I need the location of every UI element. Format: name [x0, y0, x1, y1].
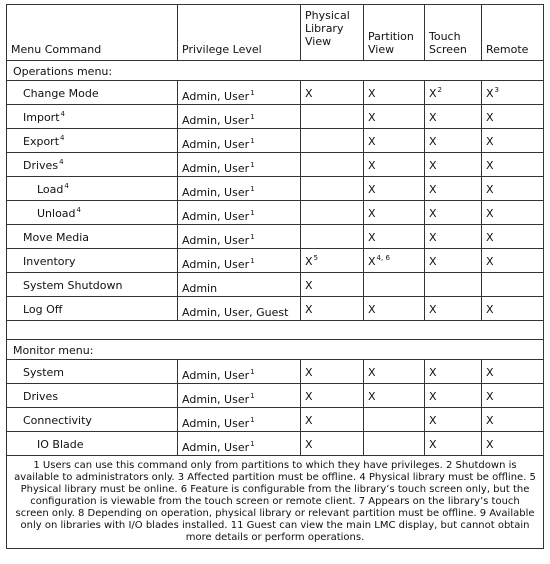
- privilege-level-cell: [178, 249, 301, 273]
- partition-view-cell: [364, 297, 425, 321]
- remote-cell-value: X: [486, 231, 494, 244]
- header-touch-line-1: Touch: [429, 30, 461, 43]
- menu-command-cell-value: Drives: [23, 390, 59, 403]
- privilege-level-cell-footnote-ref: 1: [250, 440, 255, 448]
- menu-command-cell-value: Inventory: [23, 255, 76, 268]
- remote-cell: [482, 408, 544, 432]
- header-physical-line-3: View: [305, 35, 332, 48]
- physical-library-view-cell: [301, 273, 364, 297]
- table-row: [7, 432, 544, 456]
- physical-library-view-cell: [301, 201, 364, 225]
- table-row: [7, 153, 544, 177]
- partition-view-cell-value: X: [368, 303, 376, 316]
- physical-library-view-cell: [301, 153, 364, 177]
- footnote-row: [7, 456, 544, 549]
- touch-screen-cell-value: X: [429, 111, 437, 124]
- remote-cell-value: X: [486, 183, 494, 196]
- touch-screen-cell-value: X: [429, 414, 437, 427]
- section-row-operations: [7, 61, 544, 81]
- privilege-level-cell-value: Admin, User: [182, 441, 250, 454]
- partition-view-cell: [364, 273, 425, 297]
- partition-view-cell: [364, 81, 425, 105]
- privilege-level-cell: [178, 201, 301, 225]
- touch-screen-cell-value: X: [429, 207, 437, 220]
- table-row: [7, 201, 544, 225]
- menu-command-cell-value: Change Mode: [23, 87, 99, 100]
- header-touch-line-2: Screen: [429, 43, 467, 56]
- remote-cell-value: X: [486, 390, 494, 403]
- privilege-level-cell-value: Admin, User: [182, 162, 250, 175]
- menu-command-cell: [7, 105, 178, 129]
- physical-library-view-cell: [301, 297, 364, 321]
- partition-view-cell-value: X: [368, 255, 376, 268]
- touch-screen-cell-value: X: [429, 87, 437, 100]
- table-row: [7, 360, 544, 384]
- touch-screen-cell: [425, 408, 482, 432]
- physical-library-view-cell-value: X: [305, 303, 313, 316]
- physical-library-view-cell-footnote-ref: 5: [313, 254, 319, 262]
- menu-command-cell: [7, 249, 178, 273]
- remote-cell: [482, 177, 544, 201]
- physical-library-view-cell-value: X: [305, 279, 313, 292]
- partition-view-cell: [364, 177, 425, 201]
- menu-command-cell: [7, 432, 178, 456]
- menu-command-cell-value: System: [23, 366, 65, 379]
- privilege-level-cell: [178, 297, 301, 321]
- menu-command-cell: [7, 408, 178, 432]
- physical-library-view-cell-value: X: [305, 255, 313, 268]
- header-privilege-level: Privilege Level: [178, 5, 301, 61]
- touch-screen-cell: [425, 201, 482, 225]
- touch-screen-cell: [425, 225, 482, 249]
- section-label-monitor: Monitor menu:: [7, 340, 544, 360]
- menu-command-cell: [7, 273, 178, 297]
- privilege-level-cell-footnote-ref: 1: [250, 209, 255, 217]
- physical-library-view-cell-value: X: [305, 438, 313, 451]
- touch-screen-cell: [425, 273, 482, 297]
- partition-view-cell-value: X: [368, 87, 376, 100]
- menu-command-cell-value: Drives: [23, 159, 59, 172]
- menu-command-cell-footnote-ref: 4: [60, 134, 65, 142]
- partition-view-cell-value: X: [368, 159, 376, 172]
- remote-cell: [482, 432, 544, 456]
- privilege-level-cell-value: Admin, User: [182, 210, 250, 223]
- menu-command-cell-footnote-ref: 4: [64, 182, 69, 190]
- touch-screen-cell: [425, 432, 482, 456]
- menu-command-cell-value: Unload: [37, 207, 76, 220]
- remote-cell-value: X: [486, 366, 494, 379]
- header-partition-view: [364, 5, 425, 61]
- partition-view-cell-value: X: [368, 231, 376, 244]
- privilege-level-cell-value: Admin, User: [182, 369, 250, 382]
- remote-cell: [482, 360, 544, 384]
- remote-cell: [482, 249, 544, 273]
- menu-command-cell: [7, 153, 178, 177]
- privilege-level-cell-value: Admin: [182, 282, 218, 295]
- privilege-level-cell-footnote-ref: 1: [250, 416, 255, 424]
- partition-view-cell-value: X: [368, 390, 376, 403]
- touch-screen-cell-value: X: [429, 438, 437, 451]
- physical-library-view-cell-value: X: [305, 390, 313, 403]
- privilege-level-cell: [178, 177, 301, 201]
- privilege-level-cell-value: Admin, User: [182, 138, 250, 151]
- table-row: [7, 297, 544, 321]
- privilege-level-cell: [178, 432, 301, 456]
- privilege-level-cell: [178, 408, 301, 432]
- physical-library-view-cell: [301, 81, 364, 105]
- privilege-level-cell: [178, 384, 301, 408]
- partition-view-cell: [364, 249, 425, 273]
- header-physical-line-1: Physical: [305, 9, 350, 22]
- touch-screen-cell: [425, 81, 482, 105]
- touch-screen-cell-footnote-ref: 2: [437, 86, 443, 94]
- remote-cell: [482, 81, 544, 105]
- touch-screen-cell-value: X: [429, 231, 437, 244]
- privilege-level-cell-value: Admin, User: [182, 234, 250, 247]
- remote-cell-footnote-ref: 3: [494, 86, 500, 94]
- table-row: [7, 225, 544, 249]
- privilege-level-cell-value: Admin, User: [182, 417, 250, 430]
- privilege-level-cell-footnote-ref: 1: [250, 161, 255, 169]
- remote-cell-value: X: [486, 303, 494, 316]
- touch-screen-cell: [425, 297, 482, 321]
- menu-command-cell: [7, 297, 178, 321]
- section-row-monitor: [7, 340, 544, 360]
- table-row: [7, 408, 544, 432]
- partition-view-cell: [364, 432, 425, 456]
- partition-view-cell-value: X: [368, 111, 376, 124]
- physical-library-view-cell: [301, 432, 364, 456]
- partition-view-cell-value: X: [368, 183, 376, 196]
- remote-cell: [482, 273, 544, 297]
- partition-view-cell: [364, 105, 425, 129]
- remote-cell: [482, 225, 544, 249]
- partition-view-cell-footnote-ref: 4, 6: [376, 254, 390, 262]
- menu-command-cell-value: System Shutdown: [23, 279, 123, 292]
- partition-view-cell-value: X: [368, 366, 376, 379]
- remote-cell: [482, 384, 544, 408]
- table-row: [7, 177, 544, 201]
- privilege-level-cell-value: Admin, User, Guest: [182, 306, 289, 319]
- privilege-level-cell-footnote-ref: 1: [250, 185, 255, 193]
- remote-cell: [482, 129, 544, 153]
- menu-command-cell: [7, 81, 178, 105]
- header-touch-screen: [425, 5, 482, 61]
- partition-view-cell: [364, 384, 425, 408]
- partition-view-cell: [364, 129, 425, 153]
- menu-command-cell-footnote-ref: 4: [76, 206, 82, 214]
- privilege-level-cell: [178, 225, 301, 249]
- physical-library-view-cell-value: X: [305, 414, 313, 427]
- touch-screen-cell-value: X: [429, 255, 437, 268]
- touch-screen-cell-value: X: [429, 135, 437, 148]
- partition-view-cell: [364, 360, 425, 384]
- header-physical-line-2: Library: [305, 22, 344, 35]
- physical-library-view-cell: [301, 384, 364, 408]
- remote-cell-value: X: [486, 438, 494, 451]
- physical-library-view-cell: [301, 177, 364, 201]
- menu-command-cell-value: Connectivity: [23, 414, 92, 427]
- touch-screen-cell: [425, 177, 482, 201]
- menu-command-cell: [7, 129, 178, 153]
- privilege-level-cell-value: Admin, User: [182, 393, 250, 406]
- header-partition-line-1: Partition: [368, 30, 414, 43]
- physical-library-view-cell: [301, 129, 364, 153]
- footnote-text: 1 Users can use this command only from partitions to which they have privileges. 2 Shutdown is available to administrators only. 3 Affected partition must be offline. 4 Physical library must be offline. 5 Physical library must be online. 6 Feature is configurable from the library’s touch screen only, but the configuration is viewable from the touch screen or remote client. 7 Appears on the library’s touch screen only. 8 Depending on operation, physical library or relevant partition must be offline. 9 Available only on libraries with I/O blades installed. 11 Guest can view the main LMC display, but cannot obtain more details or perform operations.: [7, 456, 544, 549]
- privilege-level-cell-value: Admin, User: [182, 114, 250, 127]
- privilege-level-cell-value: Admin, User: [182, 90, 250, 103]
- menu-privilege-table: [6, 4, 544, 549]
- touch-screen-cell: [425, 384, 482, 408]
- partition-view-cell: [364, 408, 425, 432]
- menu-command-cell: [7, 225, 178, 249]
- remote-cell-value: X: [486, 414, 494, 427]
- privilege-level-cell-footnote-ref: 1: [250, 392, 255, 400]
- header-menu-command: Menu Command: [7, 5, 178, 61]
- menu-command-cell: [7, 201, 178, 225]
- table-row: [7, 249, 544, 273]
- table-row: [7, 105, 544, 129]
- privilege-level-cell: [178, 105, 301, 129]
- touch-screen-cell-value: X: [429, 159, 437, 172]
- menu-command-cell-footnote-ref: 4: [59, 158, 64, 166]
- physical-library-view-cell: [301, 249, 364, 273]
- privilege-level-cell-footnote-ref: 1: [250, 368, 255, 376]
- touch-screen-cell-value: X: [429, 366, 437, 379]
- section-label-operations: Operations menu:: [7, 61, 544, 81]
- remote-cell-value: X: [486, 207, 494, 220]
- touch-screen-cell: [425, 360, 482, 384]
- physical-library-view-cell: [301, 360, 364, 384]
- header-remote: Remote: [482, 5, 544, 61]
- remote-cell-value: X: [486, 159, 494, 172]
- menu-command-cell: [7, 177, 178, 201]
- remote-cell-value: X: [486, 135, 494, 148]
- physical-library-view-cell: [301, 225, 364, 249]
- menu-command-cell-value: Export: [23, 135, 60, 148]
- privilege-level-cell: [178, 360, 301, 384]
- touch-screen-cell-value: X: [429, 183, 437, 196]
- header-row: [7, 5, 544, 61]
- privilege-level-cell: [178, 129, 301, 153]
- touch-screen-cell: [425, 249, 482, 273]
- menu-command-cell-value: Import: [23, 111, 60, 124]
- remote-cell-value: X: [486, 255, 494, 268]
- partition-view-cell: [364, 201, 425, 225]
- touch-screen-cell: [425, 129, 482, 153]
- touch-screen-cell: [425, 105, 482, 129]
- physical-library-view-cell: [301, 105, 364, 129]
- physical-library-view-cell: [301, 408, 364, 432]
- touch-screen-cell-value: X: [429, 390, 437, 403]
- partition-view-cell-value: X: [368, 135, 376, 148]
- table-row: [7, 129, 544, 153]
- partition-view-cell: [364, 153, 425, 177]
- physical-library-view-cell-value: X: [305, 87, 313, 100]
- menu-command-cell-value: IO Blade: [37, 438, 84, 451]
- touch-screen-cell: [425, 153, 482, 177]
- table-row: [7, 273, 544, 297]
- touch-screen-cell-value: X: [429, 303, 437, 316]
- partition-view-cell-value: X: [368, 207, 376, 220]
- remote-cell-value: X: [486, 111, 494, 124]
- menu-command-cell: [7, 384, 178, 408]
- menu-command-cell: [7, 360, 178, 384]
- remote-cell: [482, 105, 544, 129]
- physical-library-view-cell-value: X: [305, 366, 313, 379]
- remote-cell: [482, 297, 544, 321]
- remote-cell: [482, 153, 544, 177]
- privilege-level-cell: [178, 81, 301, 105]
- privilege-level-cell-footnote-ref: 1: [250, 137, 255, 145]
- privilege-level-cell: [178, 153, 301, 177]
- privilege-level-cell-value: Admin, User: [182, 258, 250, 271]
- privilege-level-cell-footnote-ref: 1: [250, 257, 255, 265]
- privilege-level-cell: [178, 273, 301, 297]
- privilege-level-cell-footnote-ref: 1: [250, 233, 255, 241]
- menu-command-cell-value: Move Media: [23, 231, 90, 244]
- table-row: [7, 384, 544, 408]
- table-row: [7, 81, 544, 105]
- privilege-level-cell-value: Admin, User: [182, 186, 250, 199]
- menu-command-cell-value: Log Off: [23, 303, 63, 316]
- privilege-level-cell-footnote-ref: 1: [250, 89, 255, 97]
- privilege-level-cell-footnote-ref: 1: [250, 113, 255, 121]
- remote-cell: [482, 201, 544, 225]
- partition-view-cell: [364, 225, 425, 249]
- menu-command-cell-value: Load: [37, 183, 64, 196]
- header-partition-line-2: View: [368, 43, 395, 56]
- spacer-row: [7, 321, 544, 340]
- header-physical-library-view: [301, 5, 364, 61]
- menu-command-cell-footnote-ref: 4: [60, 110, 65, 118]
- spacer-cell: [7, 321, 544, 340]
- remote-cell-value: X: [486, 87, 494, 100]
